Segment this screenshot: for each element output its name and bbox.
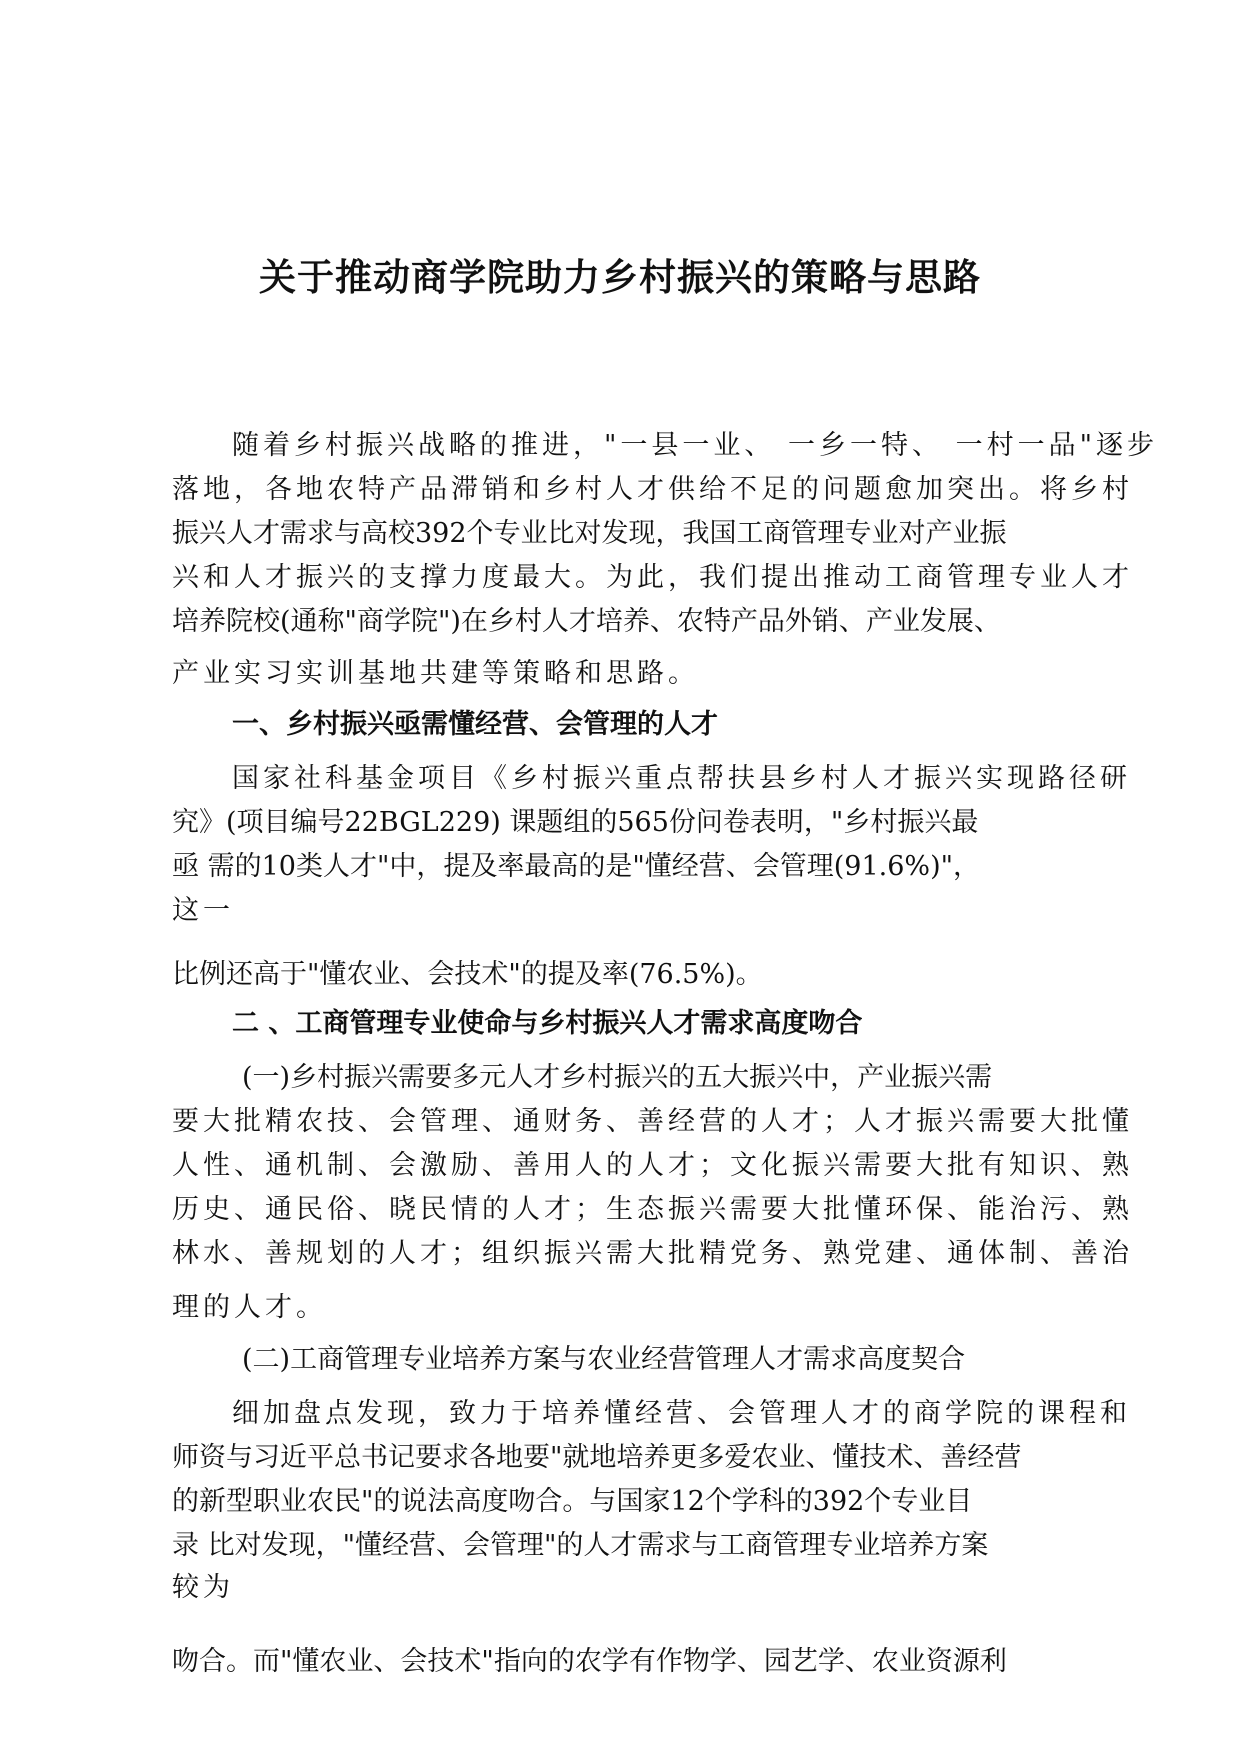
intro-line-1: 随着乡村振兴战略的推进，"一县一业、 一乡一特、 一村一品"逐步 <box>232 430 1159 461</box>
section-1-line-1: 国家社科基金项目《乡村振兴重点帮扶县乡村人才振兴实现路径研 <box>232 763 1131 794</box>
section-2-sub2-line-1: 细加盘点发现，致力于培养懂经营、会管理人才的商学院的课程和 <box>232 1398 1131 1429</box>
section-2-sub2-heading: (二)工商管理专业培养方案与农业经营管理人才需求高度契合 <box>242 1344 966 1375</box>
document-title: 关于推动商学院助力乡村振兴的策略与思路 <box>259 256 981 299</box>
section-2-sub1-line-5: 林水、善规划的人才；组织振兴需大批精党务、熟党建、通体制、善治 <box>172 1238 1133 1269</box>
intro-line-5: 培养院校(通称"商学院")在乡村人才培养、农特产品外销、产业发展、 <box>172 606 1001 637</box>
section-1-line-5: 比例还高于"懂农业、会技术"的提及率(76.5%)。 <box>172 959 763 990</box>
intro-line-3: 振兴人才需求与高校392个专业比对发现，我国工商管理专业对产业振 <box>172 518 1007 549</box>
section-2-sub1-line-1: (一)乡村振兴需要多元人才乡村振兴的五大振兴中，产业振兴需 <box>242 1062 993 1093</box>
section-2-sub1-line-6: 理的人才。 <box>172 1292 327 1323</box>
section-1-line-2: 究》(项目编号22BGL229) 课题组的565份问卷表明，"乡村振兴最 <box>172 807 979 838</box>
intro-line-4: 兴和人才振兴的支撑力度最大。为此，我们提出推动工商管理专业人才 <box>172 562 1133 593</box>
section-1-heading: 一、乡村振兴亟需懂经营、会管理的人才 <box>232 709 718 740</box>
section-2-sub2-line-6: 吻合。而"懂农业、会技术"指向的农学有作物学、园艺学、农业资源利 <box>172 1646 1007 1677</box>
section-2-sub2-line-3: 的新型职业农民"的说法高度吻合。与国家12个学科的392个专业目 <box>172 1486 973 1517</box>
intro-line-2: 落地，各地农特产品滞销和乡村人才供给不足的问题愈加突出。将乡村 <box>172 474 1133 505</box>
section-2-sub2-line-4: 录 比对发现，"懂经营、会管理"的人才需求与工商管理专业培养方案 <box>172 1530 989 1561</box>
section-2-sub1-line-2: 要大批精农技、会管理、通财务、善经营的人才；人才振兴需要大批懂 <box>172 1106 1133 1137</box>
section-2-sub2-line-2: 师资与习近平总书记要求各地要"就地培养更多爱农业、懂技术、善经营 <box>172 1442 1022 1473</box>
section-1-line-4: 这一 <box>172 895 234 926</box>
section-2-sub1-line-4: 历史、通民俗、晓民情的人才；生态振兴需要大批懂环保、能治污、熟 <box>172 1194 1133 1225</box>
section-2-sub1-line-3: 人性、通机制、会激励、善用人的人才；文化振兴需要大批有知识、熟 <box>172 1150 1133 1181</box>
section-2-sub2-line-5: 较为 <box>172 1572 234 1603</box>
section-1-line-3: 亟 需的10类人才"中，提及率最高的是"懂经营、会管理(91.6%)"， <box>172 851 981 882</box>
intro-line-6: 产业实习实训基地共建等策略和思路。 <box>172 658 699 689</box>
section-2-heading: 二 、工商管理专业使命与乡村振兴人才需求高度吻合 <box>232 1008 863 1039</box>
